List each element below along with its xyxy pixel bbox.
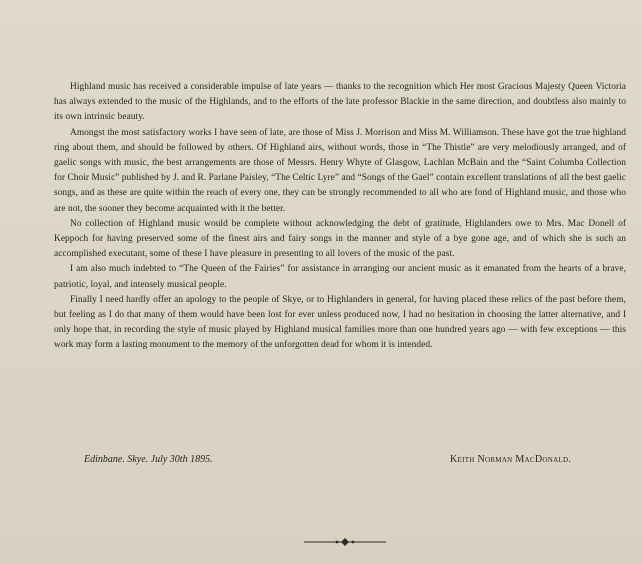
paragraph-3: No collection of Highland music would be complete without acknowledging the debt of gratitude, Highlanders owe to Mrs. Mac Donell of Keppoch for having preserved some of the finest airs and fairy songs in the manner and style of a bye gone age, and of which she is such an accomplished executant, some of these I have pleasure in presenting to all lovers of the music of the past. — [54, 218, 626, 260]
ornament-divider-icon — [304, 536, 386, 548]
paragraph-1: Highland music has received a considerable impulse of late years — thanks to the recognition which Her most Gracious Majesty Queen Victoria has always extended to the music of the Highlands, and to the efforts of the late professor Blackie in the same direction, and doubtless also mainly to its own intrinsic beauty. — [54, 82, 626, 123]
preface-body — [54, 80, 626, 354]
author-signature: Keith Norman MacDonald. — [450, 454, 572, 465]
signoff — [0, 454, 642, 470]
place-date: Edinbane. Skye. July 30th 1895. — [84, 454, 213, 465]
paragraph-4: I am also much indebted to “The Queen of the Fairies” for assistance in arranging our ancient music as it emanated from the hearts of a brave, patriotic, loyal, and intensely musical people. — [54, 264, 626, 290]
paragraph-5: Finally I need hardly offer an apology to the people of Skye, or to Highlanders in general, for having placed these relics of the past before them, but feeling as I do that many of them would have been lost for ever unless produced now, I had no hesitation in choosing the latter alternative, and I only hope that, in recording the style of music played by Highland musical families more than one hundred years ago — with few exceptions — this work may form a lasting monument to the memory of the unforgotten dead for whom it is intended. — [54, 294, 626, 351]
paragraph-2: Amongst the most satisfactory works I have seen of late, are those of Miss J. Morrison and Miss M. Williamson. These have got the true highland ring about them, and should be followed by others. Of Highland airs, without words, those in “The Thistle” are very melodiously arranged, and of gaelic songs with music, the best arrangements are those of Messrs. Henry Whyte of Glasgow, Lachlan McBain and the “Saint Columba Collection for Choir Music” published by J. and R. Parlane Paisley, “The Celtic Lyre” and “Songs of the Gael” contain excellent translations of all the best gaelic songs, and as these are quite within the reach of every one, they can be strongly recommended to all who are fond of Highland music, and those who are not, the sooner they become acquainted with it the better. — [54, 127, 626, 214]
